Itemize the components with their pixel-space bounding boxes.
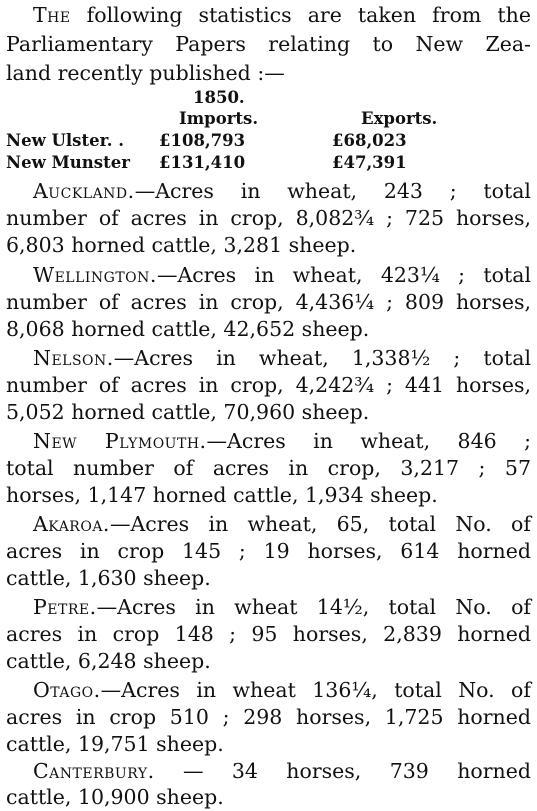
canterbury-line-1 bbox=[33, 758, 531, 784]
new-plymouth-line-1-rest: —Acres in wheat, 846 ; bbox=[206, 429, 531, 453]
canterbury-heading: Canterbury. bbox=[33, 759, 155, 783]
new-plymouth-heading: New Plymouth. bbox=[33, 429, 207, 453]
nelson-line-1 bbox=[33, 345, 531, 371]
petre-line-1-rest: —Acres in wheat 14½, total No. of bbox=[96, 595, 531, 619]
akaroa-line-1 bbox=[33, 511, 531, 537]
nelson-line-3: 5,052 horned cattle, 70,960 sheep. bbox=[6, 400, 370, 424]
wellington-heading: Wellington. bbox=[33, 263, 157, 287]
otago-line-2: acres in crop 510 ; 298 horses, 1,725 horned bbox=[6, 705, 531, 729]
new-plymouth-line-2: total number of acres in crop, 3,217 ; 57 bbox=[6, 456, 531, 480]
exports-header: Exports. bbox=[361, 109, 438, 128]
otago-line-1-rest: —Acres in wheat 136¼, total No. of bbox=[100, 678, 531, 702]
otago-heading: Otago. bbox=[33, 678, 101, 702]
canterbury-line-1-rest: — 34 horses, 739 horned bbox=[154, 759, 531, 783]
intro-line-1 bbox=[33, 2, 531, 28]
table-year: 1850. bbox=[193, 88, 245, 107]
wellington-line-3: 8,068 horned cattle, 42,652 sheep. bbox=[6, 317, 370, 341]
petre-heading: Petre. bbox=[33, 595, 97, 619]
intro-line-2: Parliamentary Papers relating to New Zea- bbox=[6, 32, 531, 56]
new-plymouth-line-1 bbox=[33, 428, 531, 454]
row-imports: £108,793 bbox=[159, 131, 246, 150]
auckland-line-1-rest: —Acres in wheat, 243 ; total bbox=[134, 179, 531, 203]
imports-header: Imports. bbox=[179, 109, 259, 128]
row-exports: £68,023 bbox=[332, 131, 407, 150]
petre-line-2: acres in crop 148 ; 95 horses, 2,839 horned bbox=[6, 622, 531, 646]
intro-line-3: land recently published :— bbox=[6, 61, 285, 85]
intro-lead-word: The bbox=[33, 3, 71, 27]
row-exports: £47,391 bbox=[332, 153, 407, 172]
akaroa-heading: Akaroa. bbox=[33, 512, 110, 536]
table-header bbox=[6, 109, 531, 129]
auckland-line-1 bbox=[33, 178, 531, 204]
canterbury-line-2: cattle, 10,900 sheep. bbox=[6, 785, 224, 809]
akaroa-line-1-rest: —Acres in wheat, 65, total No. of bbox=[109, 512, 531, 536]
nelson-line-2: number of acres in crop, 4,242¾ ; 441 horses, bbox=[6, 373, 531, 397]
wellington-line-1-rest: —Acres in wheat, 423¼ ; total bbox=[156, 263, 531, 287]
table-row bbox=[6, 131, 531, 151]
petre-line-1 bbox=[33, 594, 531, 620]
table-row bbox=[6, 153, 531, 173]
intro-line-1-rest: following statistics are taken from the bbox=[70, 3, 531, 27]
wellington-line-1 bbox=[33, 262, 531, 288]
akaroa-line-2: acres in crop 145 ; 19 horses, 614 horned bbox=[6, 539, 531, 563]
row-name: New Ulster. . bbox=[6, 131, 125, 150]
auckland-heading: Auckland. bbox=[33, 179, 135, 203]
nelson-line-1-rest: —Acres in wheat, 1,338½ ; total bbox=[113, 346, 531, 370]
petre-line-3: cattle, 6,248 sheep. bbox=[6, 649, 211, 673]
otago-line-1 bbox=[33, 677, 531, 703]
new-plymouth-line-3: horses, 1,147 horned cattle, 1,934 sheep. bbox=[6, 483, 438, 507]
auckland-line-3: 6,803 horned cattle, 3,281 sheep. bbox=[6, 233, 357, 257]
row-name: New Munster bbox=[6, 153, 130, 172]
otago-line-3: cattle, 19,751 sheep. bbox=[6, 732, 224, 756]
wellington-line-2: number of acres in crop, 4,436¼ ; 809 horses, bbox=[6, 290, 531, 314]
akaroa-line-3: cattle, 1,630 sheep. bbox=[6, 566, 211, 590]
row-imports: £131,410 bbox=[159, 153, 246, 172]
nelson-heading: Nelson. bbox=[33, 346, 114, 370]
auckland-line-2: number of acres in crop, 8,082¾ ; 725 horses, bbox=[6, 206, 531, 230]
